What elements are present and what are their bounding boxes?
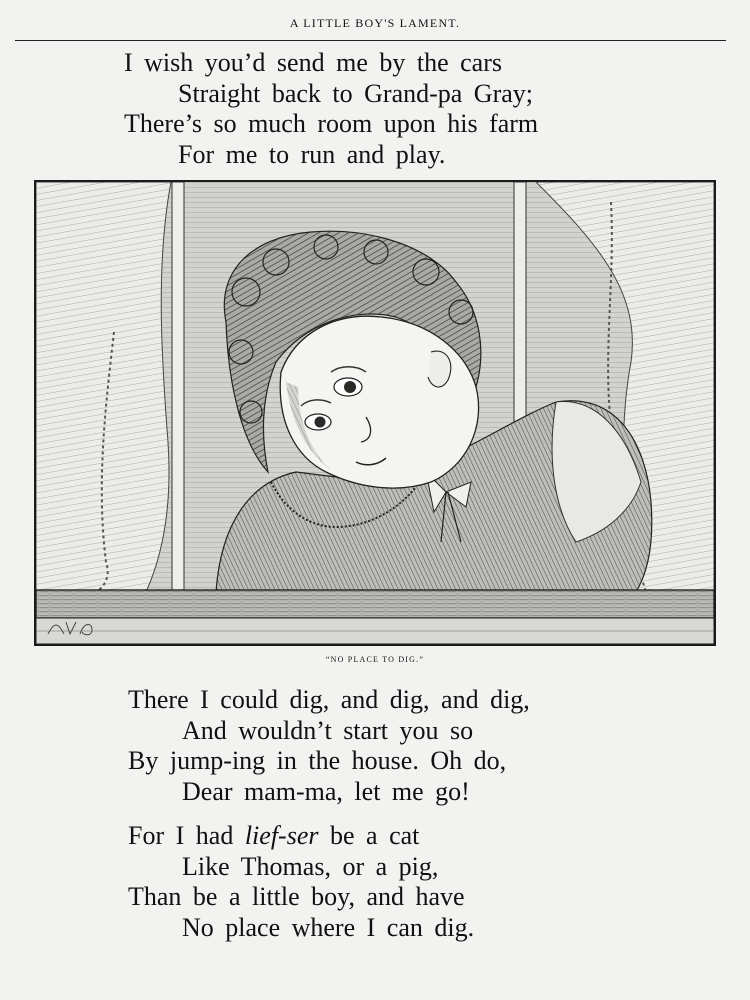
child-at-window-illustration [34, 180, 716, 646]
stanza-2 [128, 685, 530, 807]
italic-word: lief-ser [244, 821, 319, 850]
verse-line: And wouldn’t start you so [182, 715, 474, 745]
verse-line [128, 821, 474, 852]
verse-line: Than be a little boy, and have [128, 882, 465, 911]
verse-line: For me to run and play. [178, 139, 446, 169]
verse-line: Dear mam-ma, let me go! [182, 776, 470, 806]
verse-line: Like Thomas, or a pig, [182, 851, 439, 881]
verse-fragment: For I had [128, 821, 245, 850]
engraving-image [36, 182, 714, 644]
verse-line: I wish you’d send me by the cars [124, 48, 502, 77]
stanza-1 [124, 48, 538, 170]
verse-line: By jump-ing in the house. Oh do, [128, 746, 507, 775]
verse-fragment: be a cat [318, 821, 420, 850]
verse-line: Straight back to Grand-pa Gray; [178, 78, 534, 108]
verse-line: No place where I can dig. [182, 912, 475, 942]
header-rule [15, 40, 726, 41]
illustration-caption: “NO PLACE TO DIG.” [325, 655, 425, 664]
verse-line: There I could dig, and dig, and dig, [128, 685, 530, 714]
running-head: A LITTLE BOY'S LAMENT. [289, 16, 461, 30]
stanza-3 [128, 821, 474, 943]
verse-line: There’s so much room upon his farm [124, 109, 539, 138]
